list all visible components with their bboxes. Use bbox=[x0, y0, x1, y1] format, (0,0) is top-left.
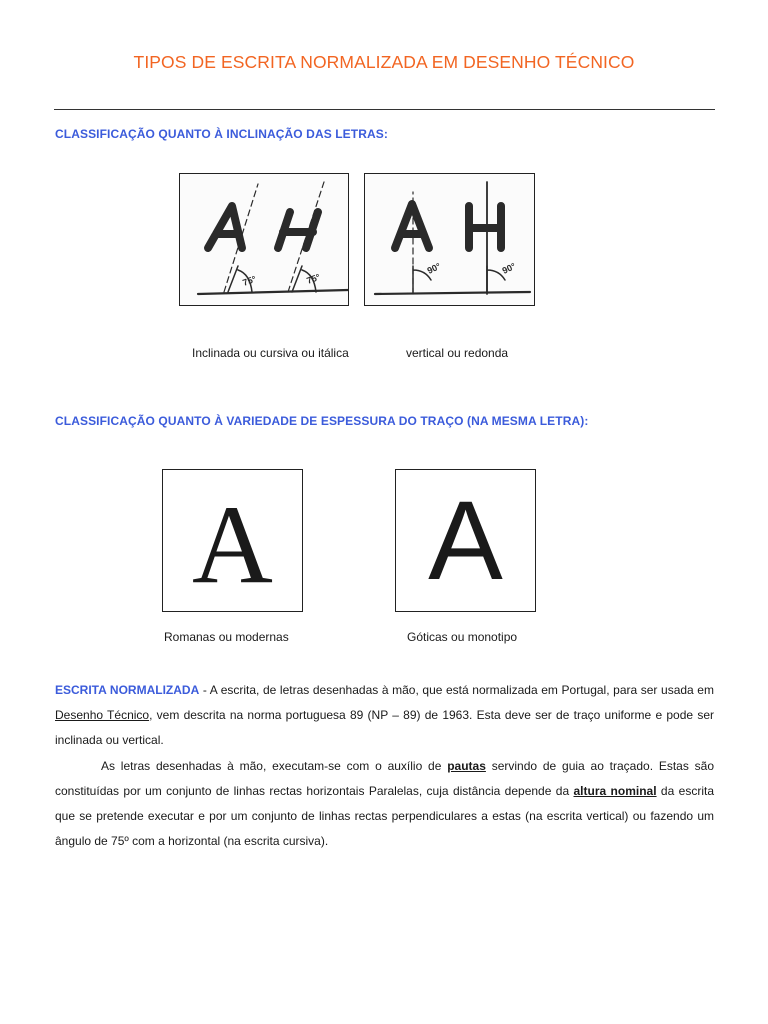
underlined-term: Desenho Técnico bbox=[55, 708, 150, 723]
paragraph-guidelines bbox=[55, 754, 714, 855]
gothic-letter-box bbox=[395, 469, 536, 612]
italic-letters-drawing bbox=[180, 174, 348, 305]
bold-term: pautas bbox=[447, 758, 486, 773]
section-heading-inclination: CLASSIFICAÇÃO QUANTO À INCLINAÇÃO DAS LETRAS: bbox=[55, 127, 388, 141]
vertical-letters-image bbox=[364, 173, 535, 306]
angle-label: 90° bbox=[500, 260, 518, 276]
roman-letter: A bbox=[192, 482, 273, 607]
gothic-letter: A bbox=[428, 477, 503, 603]
caption-gothic: Góticas ou monotipo bbox=[407, 630, 518, 644]
angle-label: 75° bbox=[241, 273, 258, 288]
italic-letters-image bbox=[179, 173, 349, 306]
paragraph-text: As letras desenhadas à mão, executam-se com o auxílio de bbox=[101, 758, 448, 773]
angle-label: 75° bbox=[305, 271, 322, 286]
body-text bbox=[55, 678, 714, 854]
caption-roman: Romanas ou modernas bbox=[164, 630, 289, 644]
vertical-letters-drawing bbox=[365, 174, 534, 305]
title-divider bbox=[54, 109, 715, 110]
paragraph-text: da escrita que se pretende executar e por um conjunto de linhas rectas perpendiculares a estas (na escrita vertical) ou fazendo um ângulo de 75º com a horizontal (na escrita cursiva). bbox=[55, 783, 715, 849]
caption-vertical: vertical ou redonda bbox=[406, 346, 509, 360]
paragraph-text: , vem descrita na norma portuguesa 89 (NP – 89) de 1963. Esta deve ser de traço uniforme e pode ser inclinada ou vertical. bbox=[55, 708, 714, 748]
paragraph-normalized-writing bbox=[55, 678, 714, 754]
bold-term: altura nominal bbox=[573, 783, 657, 798]
section-heading-stroke-thickness: CLASSIFICAÇÃO QUANTO À VARIEDADE DE ESPESSURA DO TRAÇO (NA MESMA LETRA): bbox=[55, 414, 589, 428]
paragraph-text: servindo de guia ao traçado. Estas são constituídas por um conjunto de linhas rectas horizontais Paralelas, cuja distância depende da bbox=[55, 758, 714, 798]
caption-italic: Inclinada ou cursiva ou itálica bbox=[192, 346, 349, 360]
page-title: TIPOS DE ESCRITA NORMALIZADA EM DESENHO TÉCNICO bbox=[133, 52, 635, 72]
paragraph-lead: ESCRITA NORMALIZADA bbox=[55, 683, 200, 697]
paragraph-text: - A escrita, de letras desenhadas à mão, que está normalizada em Portugal, para ser usada em bbox=[199, 683, 714, 697]
roman-letter-box bbox=[162, 469, 303, 612]
angle-label: 90° bbox=[425, 260, 443, 276]
